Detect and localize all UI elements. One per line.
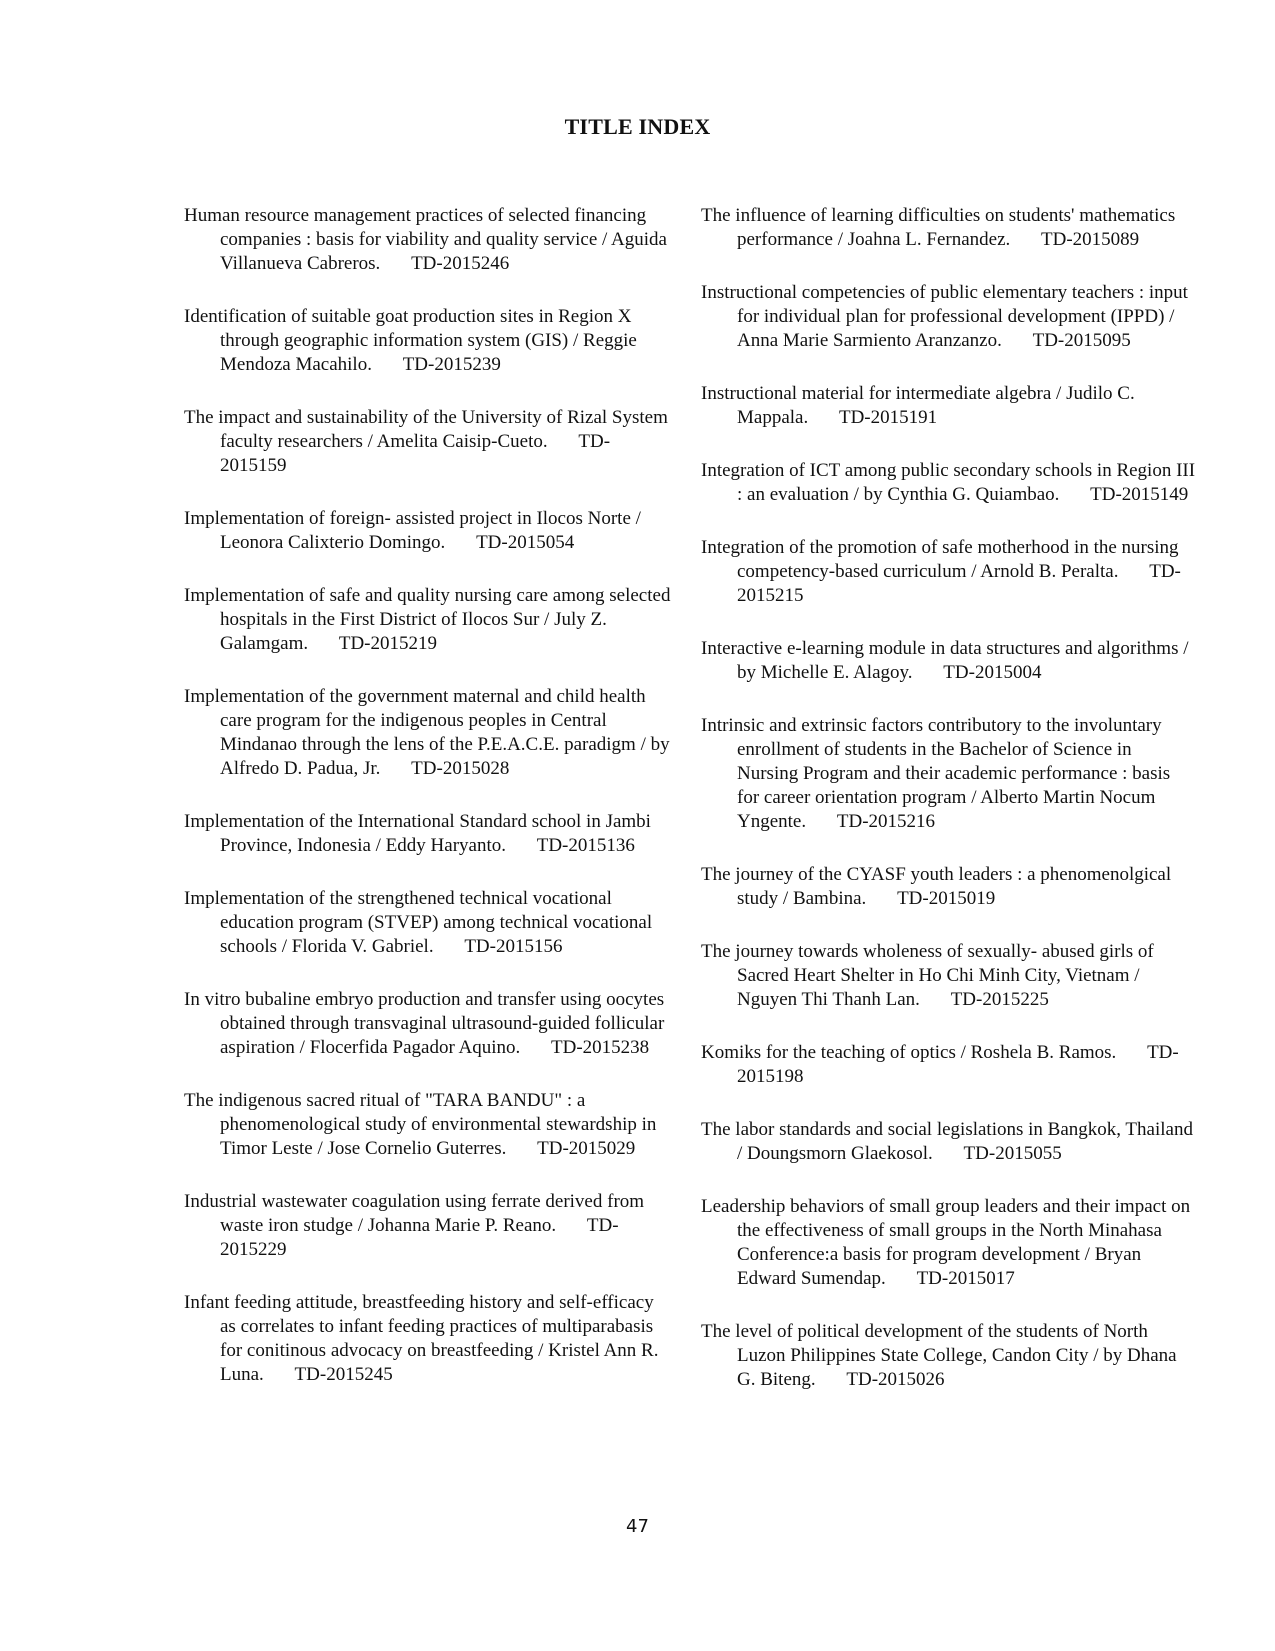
index-entry	[184, 305, 674, 377]
index-entry	[184, 988, 674, 1060]
index-entry	[701, 863, 1197, 911]
index-entry	[701, 1118, 1197, 1166]
entry-call-number: TD-2015215	[737, 561, 1181, 606]
entry-call-number: TD-2015219	[338, 633, 438, 654]
entry-call-number: TD-2015028	[411, 758, 510, 779]
left-column	[184, 204, 674, 1416]
entry-title: Komiks for the teaching of optics / Roshela B. Ramos.	[701, 1042, 1117, 1063]
entry-title: Implementation of safe and quality nursing care among selected hospitals in the First District of Ilocos Sur / July Z. Galamgam.	[184, 585, 671, 654]
entry-title: The indigenous sacred ritual of "TARA BANDU" : a phenomenological study of environmental stewardship in Timor Leste / Jose Cornelio Guterres.	[184, 1090, 657, 1159]
index-entry	[701, 1041, 1197, 1089]
entry-title: Instructional competencies of public elementary teachers : input for individual plan for professional development (IPPD) / Anna Marie Sarmiento Aranzanzo.	[701, 282, 1188, 351]
entry-title: Human resource management practices of selected financing companies : basis for viability and quality service / Aguida Villanueva Cabreros.	[184, 205, 667, 274]
entry-call-number: TD-2015239	[402, 354, 501, 375]
entry-title: Leadership behaviors of small group leaders and their impact on the effectiveness of small groups in the North Minahasa Conference:a basis for program development / Bryan Edward Sumendap.	[701, 1196, 1191, 1289]
entry-call-number: TD-2015225	[950, 989, 1049, 1010]
index-entry	[701, 536, 1197, 608]
index-entry	[184, 685, 674, 781]
index-entry	[184, 1190, 674, 1262]
index-entry	[701, 459, 1197, 507]
entry-call-number: TD-2015149	[1090, 484, 1189, 505]
entry-title: Implementation of the government maternal and child health care program for the indigenous peoples in Central Mindanao through the lens of the P.E.A.C.E. paradigm / by Alfredo D. Padua, Jr.	[184, 686, 670, 779]
index-entry	[184, 1089, 674, 1161]
index-entry	[701, 1195, 1197, 1291]
index-entry	[184, 1291, 674, 1387]
entry-call-number: TD-2015026	[846, 1369, 945, 1390]
entry-call-number: TD-2015017	[916, 1268, 1015, 1289]
entry-title: Infant feeding attitude, breastfeeding history and self-efficacy as correlates to infant feeding practices of multiparabasis for conitinous advocacy on breastfeeding / Kristel Ann R. Luna.	[184, 1292, 659, 1385]
entry-title: Identification of suitable goat production sites in Region X through geographic information system (GIS) / Reggie Mendoza Macahilo.	[184, 306, 637, 375]
index-entry	[184, 887, 674, 959]
entry-title: Implementation of the strengthened technical vocational education program (STVEP) among technical vocational schools / Florida V. Gabriel.	[184, 888, 653, 957]
entry-call-number: TD-2015089	[1041, 229, 1140, 250]
entry-title: The journey towards wholeness of sexually- abused girls of Sacred Heart Shelter in Ho Chi Minh City, Vietnam / Nguyen Thi Thanh Lan.	[701, 941, 1154, 1010]
entry-title: Integration of ICT among public secondary schools in Region III : an evaluation / by Cynthia G. Quiambao.	[701, 460, 1196, 505]
entry-title: The journey of the CYASF youth leaders : a phenomenolgical study / Bambina.	[701, 864, 1172, 909]
index-entry	[184, 406, 674, 478]
entry-call-number: TD-2015238	[551, 1037, 650, 1058]
entry-title: Industrial wastewater coagulation using ferrate derived from waste iron studge / Johanna Marie P. Reano.	[184, 1191, 645, 1236]
entry-call-number: TD-2015229	[220, 1215, 619, 1260]
entry-title: Instructional material for intermediate algebra / Judilo C. Mappala.	[701, 383, 1135, 428]
entry-title: Implementation of foreign- assisted project in Ilocos Norte / Leonora Calixterio Domingo.	[184, 508, 641, 553]
entry-title: Intrinsic and extrinsic factors contributory to the involuntary enrollment of students in the Bachelor of Science in Nursing Program and their academic performance : basis for career orientation program / Alberto Martin Nocum Yngente.	[701, 715, 1171, 832]
entry-call-number: TD-2015156	[464, 936, 563, 957]
entry-title: The labor standards and social legislations in Bangkok, Thailand / Doungsmorn Glaekosol.	[701, 1119, 1193, 1164]
entry-title: Interactive e-learning module in data structures and algorithms / by Michelle E. Alagoy.	[701, 638, 1189, 683]
index-entry	[701, 1320, 1197, 1392]
entry-call-number: TD-2015029	[537, 1138, 636, 1159]
entry-call-number: TD-2015216	[836, 811, 936, 832]
index-entry	[184, 810, 674, 858]
index-entry	[701, 637, 1197, 685]
page-title: TITLE INDEX	[564, 114, 711, 139]
entry-title: Implementation of the International Standard school in Jambi Province, Indonesia / Eddy Haryanto.	[184, 811, 651, 856]
entry-call-number: TD-2015054	[476, 532, 575, 553]
entry-call-number: TD-2015198	[737, 1042, 1179, 1087]
index-entry	[701, 714, 1197, 834]
entry-call-number: TD-2015019	[897, 888, 996, 909]
entry-call-number: TD-2015136	[536, 835, 635, 856]
entry-call-number: TD-2015055	[963, 1143, 1062, 1164]
page-number: 47	[626, 1516, 649, 1537]
right-column	[701, 204, 1197, 1421]
entry-title: The impact and sustainability of the University of Rizal System faculty researchers / Amelita Caisip-Cueto.	[184, 407, 668, 452]
index-entry	[701, 382, 1197, 430]
entry-title: The level of political development of the students of North Luzon Philippines State College, Candon City / by Dhana G. Biteng.	[701, 1321, 1177, 1390]
entry-call-number: TD-2015095	[1032, 330, 1131, 351]
index-entry	[184, 584, 674, 656]
entry-title: In vitro bubaline embryo production and transfer using oocytes obtained through transvaginal ultrasound-guided follicular aspiration / Flocerfida Pagador Aquino.	[184, 989, 665, 1058]
index-entry	[184, 507, 674, 555]
entry-title: Integration of the promotion of safe motherhood in the nursing competency-based curriculum / Arnold B. Peralta.	[701, 537, 1179, 582]
entry-call-number: TD-2015246	[411, 253, 510, 274]
entry-call-number: TD-2015159	[220, 431, 611, 476]
index-entry	[701, 940, 1197, 1012]
entry-call-number: TD-2015191	[838, 407, 938, 428]
entry-call-number: TD-2015004	[943, 662, 1042, 683]
entry-title: The influence of learning difficulties on students' mathematics performance / Joahna L. Fernandez.	[701, 205, 1176, 250]
index-entry	[701, 281, 1197, 353]
index-entry	[701, 204, 1197, 252]
entry-call-number: TD-2015245	[294, 1364, 393, 1385]
index-entry	[184, 204, 674, 276]
